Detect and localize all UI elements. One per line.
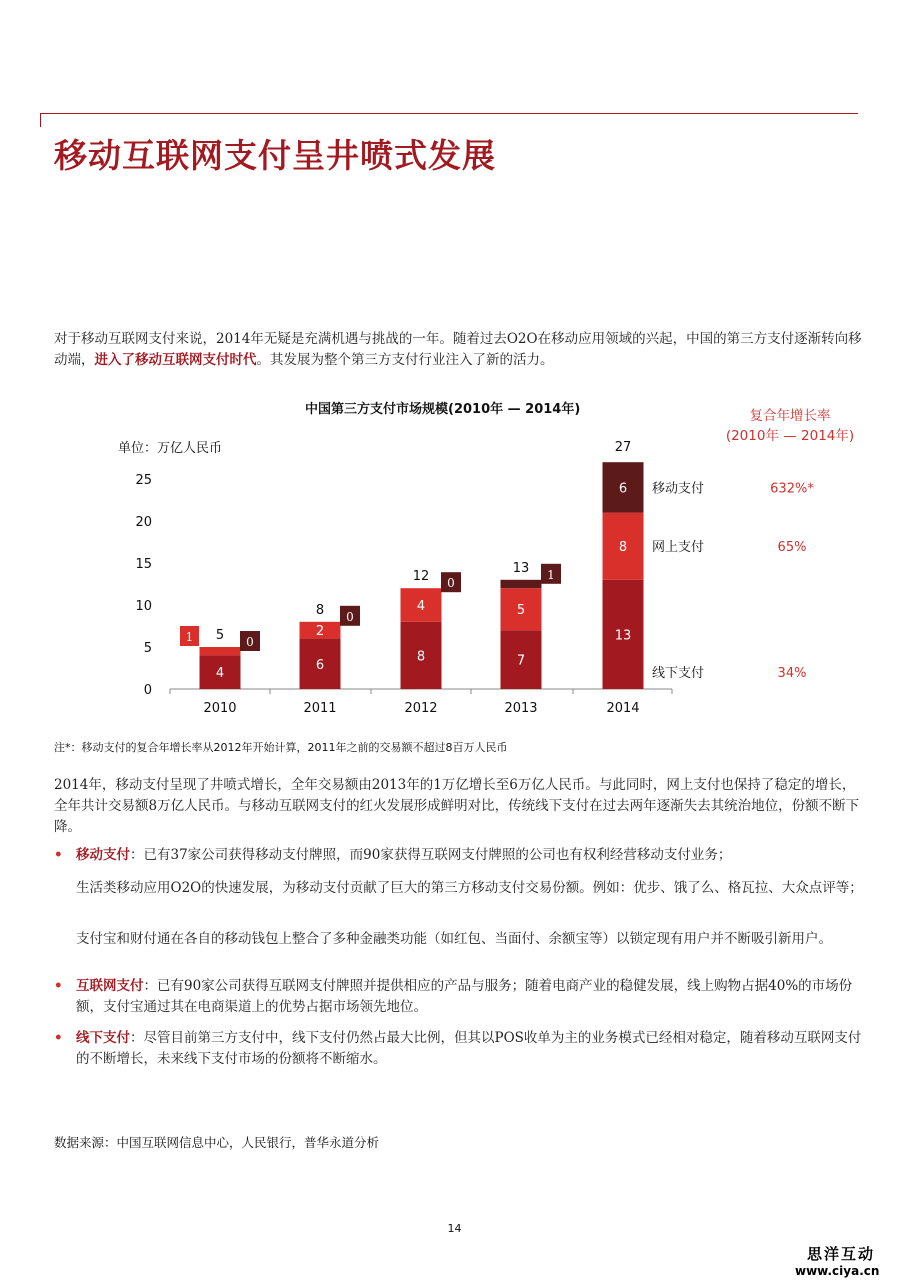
bar-label-online: 8 — [618, 540, 628, 556]
x-tick-label: 2012 — [404, 701, 438, 716]
x-tick-label: 2010 — [203, 701, 237, 716]
bar-label-mobile: 0 — [346, 609, 354, 624]
cagr-value: 65% — [777, 540, 807, 556]
x-tick-label: 2014 — [606, 701, 640, 716]
bar-label-offline: 6 — [315, 657, 325, 673]
cagr-header-line1: 复合年增长率 — [749, 408, 831, 424]
cagr-value: 34% — [777, 666, 807, 681]
bullet-label: 线下支付 — [76, 1030, 130, 1046]
bullet-label: 互联网支付 — [76, 978, 144, 994]
body-paragraph: 2014年，移动支付呈现了井喷式增长，全年交易额由2013年的1万亿增长至6万亿人民币。与此同时，网上支付也保持了稳定的增长，全年共计交易额8万亿人民币。与移动互联网支付的红火发展形成鲜明对比，传统线下支付在过去两年逐渐失去其统治地位，份额不断下降。 — [54, 777, 860, 835]
bar-label-mobile: 0 — [246, 635, 254, 649]
y-tick-label: 20 — [135, 515, 152, 530]
x-tick-label: 2011 — [303, 701, 337, 716]
bar-total-label: 8 — [315, 602, 325, 618]
watermark-url: www.ciya.cn — [795, 1264, 880, 1278]
bar-label-offline: 7 — [516, 653, 526, 669]
bar-label-offline: 13 — [614, 628, 632, 644]
page-number: 14 — [447, 1222, 462, 1235]
bar-label-online: 5 — [516, 603, 526, 619]
legend-label: 线下支付 — [652, 666, 705, 681]
bullet-text: ：尽管目前第三方支付中，线下支付仍然占最大比例，但其以POS收单为主的业务模式已经相对稳定，随着移动互联网支付的不断增长，未来线下支付市场的份额将不断缩水。 — [76, 1030, 862, 1067]
bar-total-label: 27 — [614, 440, 632, 456]
bar-label-offline: 4 — [215, 666, 225, 682]
bar-label-online: 2 — [315, 624, 325, 640]
data-source: 数据来源：中国互联网信息中心，人民银行，普华永道分析 — [54, 1135, 380, 1150]
chart-unit-label: 单位：万亿人民币 — [118, 441, 223, 456]
bar-total-label: 5 — [215, 628, 225, 643]
bullet-internet — [54, 976, 866, 1018]
bar-label-online: 4 — [416, 599, 426, 614]
bar-label-offline: 8 — [416, 649, 426, 665]
watermark-logo-text: 思洋互动 — [807, 1245, 876, 1263]
bullet-dot: • — [54, 978, 63, 994]
bar-online — [200, 647, 241, 655]
cagr-header-line2: (2010年 — 2014年) — [725, 428, 855, 444]
bar-label-mobile: 0 — [447, 576, 455, 591]
y-tick-label: 10 — [135, 599, 152, 614]
y-tick-label: 5 — [143, 641, 152, 656]
x-tick-label: 2013 — [504, 701, 538, 716]
bullet-offline — [54, 1028, 866, 1070]
page-title: 移动互联网支付呈井喷式发展 — [54, 136, 496, 175]
sub-paragraph-wallet: 支付宝和财付通在各自的移动钱包上整合了多种金融类功能（如红包、当面付、余额宝等）以锁定现有用户并不断吸引新用户。 — [76, 931, 832, 947]
intro-text-1: 对于移动互联网支付来说，2014年无疑是充满机遇与挑战的一年。随着过去O2O在移动应用领域的兴起，中国的第三方支付逐渐转向移动端， — [54, 331, 862, 368]
chart-note: 注*：移动支付的复合年增长率从2012年开始计算，2011年之前的交易额不超过8百万人民币 — [54, 741, 508, 754]
bullet-mobile — [54, 845, 866, 866]
legend-label: 移动支付 — [652, 481, 705, 497]
bar-label-online: 1 — [185, 630, 194, 644]
cagr-value: 632%* — [770, 481, 814, 497]
y-tick-label: 25 — [135, 473, 152, 488]
y-tick-label: 0 — [143, 683, 152, 698]
bar-mobile — [501, 580, 542, 588]
bullet-label: 移动支付 — [76, 847, 130, 863]
bullet-text: ：已有90家公司获得互联网支付牌照并提供相应的产品与服务；随着电商产业的稳健发展，线上购物占据40%的市场份额，支付宝通过其在电商渠道上的优势占据市场领先地位。 — [76, 978, 853, 1015]
bar-label-mobile: 1 — [547, 567, 555, 582]
y-tick-label: 15 — [135, 557, 152, 572]
chart-title: 中国第三方支付市场规模(2010年 — 2014年) — [305, 402, 581, 417]
bar-label-mobile: 6 — [618, 481, 628, 497]
intro-text-2: 。其发展为整个第三方支付行业注入了新的活力。 — [256, 352, 554, 368]
bullet-dot: • — [54, 1030, 63, 1046]
intro-highlight: 进入了移动互联网支付时代 — [94, 352, 257, 368]
bullet-text: ：已有37家公司获得移动支付牌照，而90家获得互联网支付牌照的公司也有权利经营移动支付业务； — [130, 847, 732, 863]
sub-paragraph-o2o: 生活类移动应用O2O的快速发展，为移动支付贡献了巨大的第三方移动支付交易份额。例如：优步、饿了么、格瓦拉、大众点评等； — [76, 880, 863, 896]
bar-total-label: 13 — [512, 560, 530, 576]
bar-total-label: 12 — [412, 569, 430, 585]
legend-label: 网上支付 — [652, 540, 705, 556]
bullet-dot: • — [54, 847, 63, 863]
